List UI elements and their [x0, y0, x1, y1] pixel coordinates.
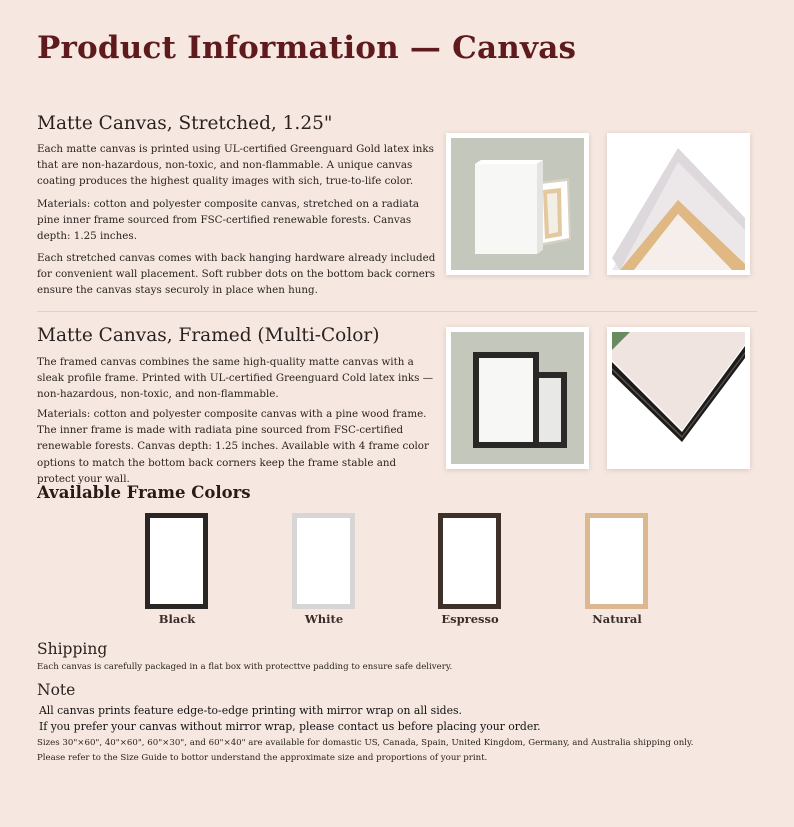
note-title: Note	[37, 681, 76, 699]
frame-swatch-black	[145, 513, 208, 609]
frame-label-natural: Natural	[592, 612, 642, 626]
stretched-corner-image	[612, 138, 745, 270]
stretched-corner-photo	[607, 133, 750, 275]
page-title: Product Information — Canvas	[37, 30, 577, 66]
note-line-1: All canvas prints feature edge-to-edge printing with mirror wrap on all sides.	[39, 704, 462, 717]
framed-corner-photo	[607, 327, 750, 469]
shipping-title: Shipping	[37, 640, 108, 658]
note-size-guide-text: Please refer to the Size Guide to bottor understand the approximate size and proportions of your print.	[37, 753, 488, 763]
stretched-canvas-image	[451, 138, 584, 270]
frame-swatch-natural	[585, 513, 648, 609]
note-sizes-text: Sizes 30"×60", 40"×60", 60"×30", and 60"×40" are available for domastic US, Canada, Spain, United Kingdom, Germany, and Australia shipping only.	[37, 738, 694, 748]
frame-label-white: White	[304, 612, 344, 626]
frame-label-espresso: Espresso	[441, 612, 499, 626]
section-divider	[37, 311, 757, 312]
stretched-paragraph-3: Each stretched canvas comes with back hanging hardware already included for convenient wall placement. Soft rubber dots on the bottom back corners ensure the canvas stays securoly in place when hung.	[37, 252, 436, 297]
framed-paragraph-2: Materials: cotton and polyester composite canvas with a pine wood frame. The inner frame is made with radiata pine sourced from FSC-certified renewable forests. Canvas depth: 1.25 inches. Available with 4 frame color options to match the bottom back corners keep the frame stable and protect your wall.	[37, 408, 429, 485]
frame-swatch-espresso	[438, 513, 501, 609]
framed-section-title: Matte Canvas, Framed (Multi-Color)	[37, 325, 380, 346]
frame-colors-heading: Available Frame Colors	[37, 483, 251, 502]
stretched-paragraph-1: Each matte canvas is printed using UL-certified Greenguard Gold latex inks that are non-hazardous, non-toxic, and non-flammable. A unique canvas coating produces the highest quality images with sich, true-to-life color.	[37, 143, 434, 188]
stretched-canvas-photo	[446, 133, 589, 275]
framed-corner-image	[612, 332, 745, 464]
stretched-section-title: Matte Canvas, Stretched, 1.25"	[37, 113, 333, 134]
frame-label-black: Black	[158, 612, 196, 626]
shipping-text: Each canvas is carefully packaged in a flat box with protecttve padding to ensure safe delivery.	[37, 662, 453, 672]
framed-paragraph-1: The framed canvas combines the same high-quality matte canvas with a sleak profile frame. Printed with UL-certified Greenguard Cold latex inks — non-hazardous, non-toxic, and non-flammable.	[37, 356, 434, 401]
frame-swatch-white	[292, 513, 355, 609]
framed-canvas-image	[451, 332, 584, 464]
framed-canvas-photo	[446, 327, 589, 469]
note-line-2: If you prefer your canvas without mirror wrap, please contact us before placing your order.	[39, 720, 541, 733]
stretched-paragraph-2: Materials: cotton and polyester composite canvas, stretched on a radiata pine inner frame sourced from FSC-certified renewable forests. Canvas depth: 1.25 inches.	[37, 198, 420, 243]
